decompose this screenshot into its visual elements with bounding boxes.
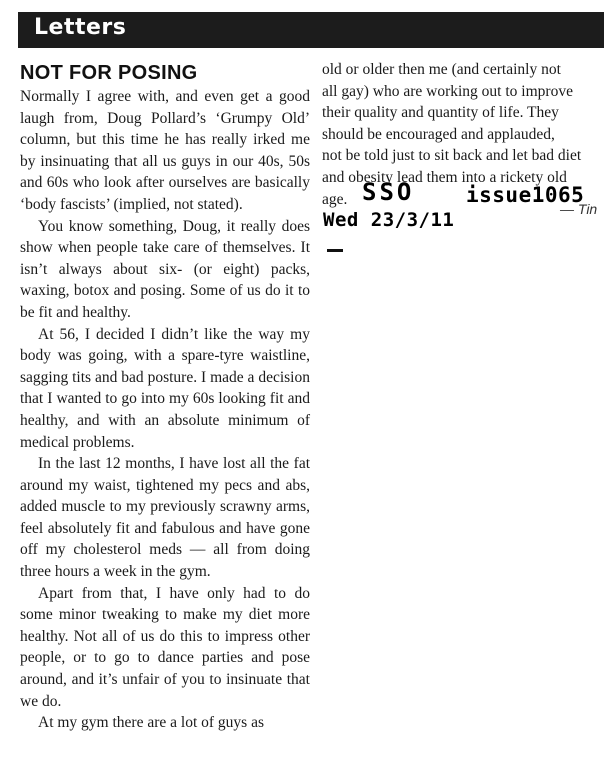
handwritten-source: SSO bbox=[362, 178, 415, 206]
continuation-line: not be told just to sit back and let bad diet bbox=[322, 147, 582, 165]
letter-paragraph: In the last 12 months, I have lost all the fat around my waist, tightened my pecs and abs, added muscle to my previously scrawny arms, feel absolutely fit and fabulous and have gone off my cholesterol meds — all from doing three hours a week in the gym. bbox=[20, 455, 310, 581]
letter-paragraph: At my gym there are a lot of guys as bbox=[38, 714, 264, 732]
letter-headline: NOT FOR POSING bbox=[20, 62, 198, 84]
continuation-line: should be encouraged and applauded, bbox=[322, 125, 555, 143]
handwritten-mark bbox=[327, 249, 343, 252]
section-header-bar bbox=[18, 12, 604, 48]
handwritten-date: Wed 23/3/11 bbox=[323, 209, 455, 231]
letter-paragraph: Apart from that, I have only had to do some minor tweaking to make my diet more healthy. Not all of us do this to impress other people, or to go to dance parties and pose around, and it’s unfair of you to insinuate that we do. bbox=[20, 584, 310, 710]
letter-paragraph: Normally I agree with, and even get a good laugh from, Doug Pollard’s ‘Grumpy Old’ column, but this time he has really irked me by insinuating that all us guys in our 40s, 50s and 60s who look after ourselves are basically ‘body fascists’ (implied, not stated). bbox=[20, 88, 310, 213]
letter-paragraph: At 56, I decided I didn’t like the way my body was going, with a spare-tyre waistline, sagging tits and bad posture. I made a decision that I wanted to go into my 60s looking fit and healthy, and with an absolute minimum of medical problems. bbox=[20, 325, 310, 451]
handwritten-issue: issue1065 bbox=[466, 183, 585, 207]
continuation-line: their quality and quantity of life. They bbox=[322, 104, 559, 122]
continuation-line: old or older then me (and certainly not bbox=[322, 61, 561, 78]
continuation-line: and obesity lead them into a rickety old bbox=[322, 168, 567, 186]
letter-attribution: — Tin bbox=[560, 201, 598, 217]
continuation-line: all gay) who are working out to improve bbox=[322, 82, 573, 100]
section-header-title: Letters bbox=[34, 15, 127, 40]
letter-left-column bbox=[20, 86, 310, 734]
letter-paragraph: You know something, Doug, it really does show when people take care of themselves. It isn’t always about six- (or eight) packs, waxing, botox and posing. Some of us do it to be fit and healthy. bbox=[20, 217, 310, 321]
continuation-line: age. bbox=[322, 190, 348, 208]
